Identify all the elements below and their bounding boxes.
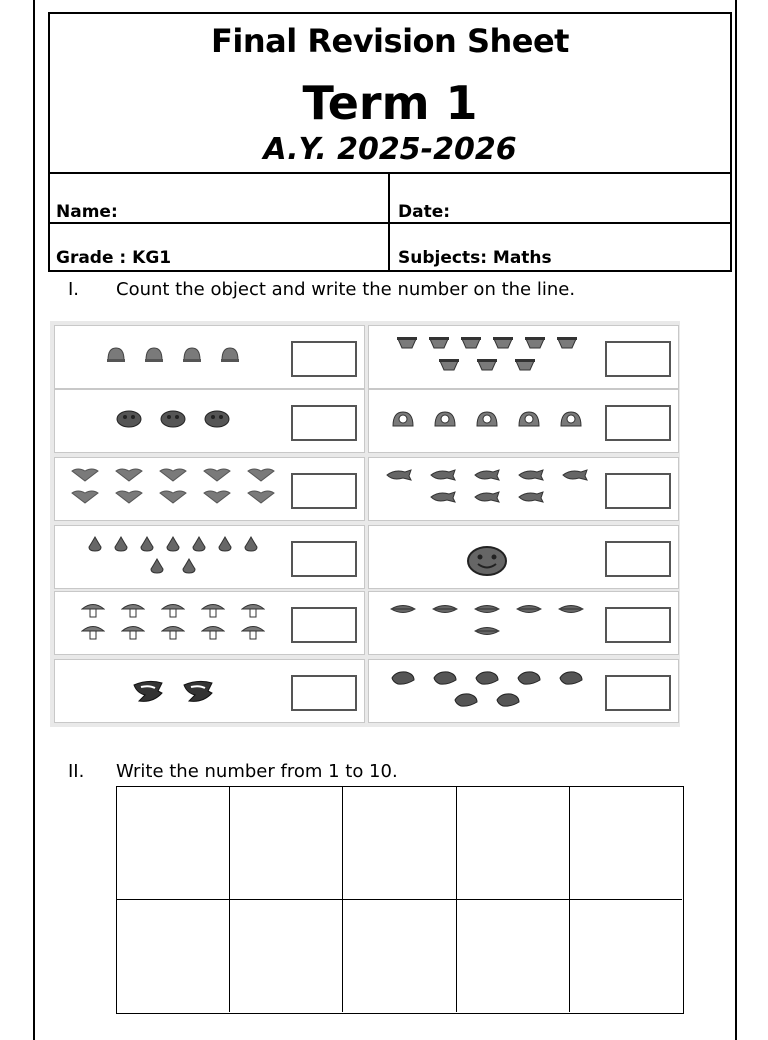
academic-year: A.Y. 2025-2026 xyxy=(263,132,517,167)
mushroom-icon xyxy=(161,624,185,645)
object-row xyxy=(377,336,597,355)
cup-icon xyxy=(460,336,482,355)
object-row xyxy=(377,409,597,434)
number-writing-cell[interactable] xyxy=(117,900,230,1012)
counting-cell xyxy=(368,325,679,389)
fish-icon xyxy=(473,490,501,509)
cup-icon xyxy=(524,336,546,355)
drop-icon xyxy=(149,558,165,579)
counting-cell xyxy=(54,591,365,655)
drop-icon xyxy=(139,536,155,557)
answer-box[interactable] xyxy=(605,675,671,711)
object-row xyxy=(377,602,597,621)
fish-icon xyxy=(473,468,501,487)
number-writing-cell[interactable] xyxy=(457,787,570,900)
number-writing-cell[interactable] xyxy=(230,787,343,900)
leaf-icon xyxy=(432,670,458,691)
cup-icon xyxy=(476,358,498,377)
answer-box[interactable] xyxy=(291,341,357,377)
cup-icon xyxy=(514,358,536,377)
cup-icon xyxy=(492,336,514,355)
answer-box[interactable] xyxy=(605,541,671,577)
fish-icon xyxy=(517,468,545,487)
counting-cell xyxy=(368,389,679,453)
mushroom-icon xyxy=(121,602,145,623)
object-row xyxy=(63,409,283,434)
heart-icon xyxy=(203,468,231,487)
fish-icon xyxy=(429,490,457,509)
number-writing-cell[interactable] xyxy=(343,787,456,900)
counting-cell xyxy=(54,525,365,589)
term-title: Term 1 xyxy=(302,76,478,130)
heart-icon xyxy=(159,490,187,509)
cup-icon xyxy=(428,336,450,355)
helmet-icon xyxy=(474,409,500,434)
leaf-icon xyxy=(495,692,521,713)
heart-icon xyxy=(115,490,143,509)
grade-label: Grade : KG1 xyxy=(56,248,172,268)
bell-icon xyxy=(181,345,203,368)
object-row xyxy=(377,670,597,691)
drop-icon xyxy=(191,536,207,557)
answer-box[interactable] xyxy=(291,405,357,441)
answer-box[interactable] xyxy=(605,405,671,441)
fish-icon xyxy=(385,468,413,487)
face-icon xyxy=(159,409,187,434)
answer-box[interactable] xyxy=(291,473,357,509)
number-writing-cell[interactable] xyxy=(230,900,343,1012)
object-row xyxy=(63,624,283,645)
leaf-icon xyxy=(453,692,479,713)
mushroom-icon xyxy=(201,624,225,645)
sheet-title: Final Revision Sheet xyxy=(211,22,569,60)
counting-cell xyxy=(54,325,365,389)
helmet-icon xyxy=(558,409,584,434)
number-writing-cell[interactable] xyxy=(570,900,682,1012)
object-row xyxy=(377,358,597,377)
cup-icon xyxy=(438,358,460,377)
object-row xyxy=(377,545,597,582)
title-area xyxy=(50,14,730,174)
object-row xyxy=(63,490,283,509)
number-writing-cell[interactable] xyxy=(117,787,230,900)
heart-icon xyxy=(115,468,143,487)
heart-icon xyxy=(159,468,187,487)
helmet-icon xyxy=(390,409,416,434)
object-row xyxy=(377,490,597,509)
heart-icon xyxy=(247,490,275,509)
lips-icon xyxy=(390,602,416,621)
mushroom-icon xyxy=(161,602,185,623)
fish-icon xyxy=(561,468,589,487)
leaf-icon xyxy=(558,670,584,691)
name-label: Name: xyxy=(56,202,118,222)
drop-icon xyxy=(87,536,103,557)
lips-icon xyxy=(516,602,542,621)
heart-icon xyxy=(203,490,231,509)
helmet-icon xyxy=(432,409,458,434)
mushroom-icon xyxy=(121,624,145,645)
section1-text: Count the object and write the number on the line. xyxy=(116,279,576,300)
mushroom-icon xyxy=(201,602,225,623)
section2-text: Write the number from 1 to 10. xyxy=(116,761,398,782)
object-row xyxy=(63,679,283,710)
answer-box[interactable] xyxy=(605,341,671,377)
drop-icon xyxy=(243,536,259,557)
object-row xyxy=(63,345,283,368)
cup-icon xyxy=(396,336,418,355)
counting-cell xyxy=(54,659,365,723)
info-divider-vertical xyxy=(388,172,390,270)
counting-cell xyxy=(54,457,365,521)
face-icon xyxy=(203,409,231,434)
bird-icon xyxy=(131,679,165,710)
counting-cell xyxy=(368,659,679,723)
smiley-icon xyxy=(466,545,508,582)
bird-icon xyxy=(181,679,215,710)
object-row xyxy=(63,558,283,579)
bell-icon xyxy=(219,345,241,368)
object-row xyxy=(63,602,283,623)
answer-box[interactable] xyxy=(605,607,671,643)
counting-cell xyxy=(54,389,365,453)
object-row xyxy=(377,468,597,487)
mushroom-icon xyxy=(81,602,105,623)
cup-icon xyxy=(556,336,578,355)
date-label: Date: xyxy=(398,202,451,222)
number-writing-cell[interactable] xyxy=(570,787,682,900)
bell-icon xyxy=(143,345,165,368)
lips-icon xyxy=(474,602,500,621)
subject-label: Subjects: Maths xyxy=(398,248,552,268)
object-row xyxy=(377,624,597,643)
header-box xyxy=(48,12,732,272)
counting-cell xyxy=(368,525,679,589)
info-divider-horizontal xyxy=(50,222,730,224)
object-row xyxy=(63,468,283,487)
drop-icon xyxy=(217,536,233,557)
counting-grid xyxy=(50,321,680,727)
fish-icon xyxy=(517,490,545,509)
leaf-icon xyxy=(516,670,542,691)
drop-icon xyxy=(113,536,129,557)
helmet-icon xyxy=(516,409,542,434)
object-row xyxy=(63,536,283,557)
section2-number: II. xyxy=(68,761,85,782)
mushroom-icon xyxy=(241,602,265,623)
leaf-icon xyxy=(390,670,416,691)
answer-box[interactable] xyxy=(291,675,357,711)
lips-icon xyxy=(558,602,584,621)
drop-icon xyxy=(165,536,181,557)
answer-box[interactable] xyxy=(291,541,357,577)
leaf-icon xyxy=(474,670,500,691)
lips-icon xyxy=(474,624,500,643)
face-icon xyxy=(115,409,143,434)
heart-icon xyxy=(247,468,275,487)
mushroom-icon xyxy=(81,624,105,645)
heart-icon xyxy=(71,468,99,487)
fish-icon xyxy=(429,468,457,487)
answer-box[interactable] xyxy=(291,607,357,643)
object-row xyxy=(377,692,597,713)
section1-number: I. xyxy=(68,279,80,300)
bell-icon xyxy=(105,345,127,368)
number-writing-grid xyxy=(116,786,684,1014)
number-writing-cell[interactable] xyxy=(457,900,570,1012)
mushroom-icon xyxy=(241,624,265,645)
counting-cell xyxy=(368,591,679,655)
answer-box[interactable] xyxy=(605,473,671,509)
lips-icon xyxy=(432,602,458,621)
number-writing-cell[interactable] xyxy=(343,900,456,1012)
drop-icon xyxy=(181,558,197,579)
counting-cell xyxy=(368,457,679,521)
heart-icon xyxy=(71,490,99,509)
